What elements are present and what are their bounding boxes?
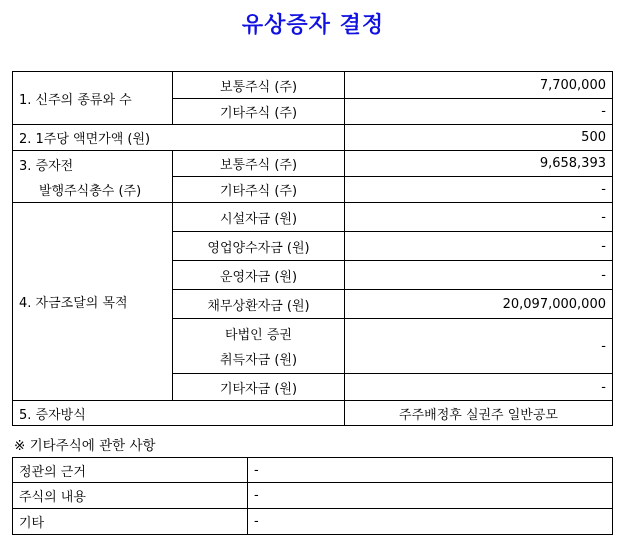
articles-basis-label: 정관의 근거	[13, 458, 248, 483]
before-other-label: 기타주식 (주)	[173, 177, 345, 203]
new-shares-label: 1. 신주의 종류와 수	[13, 72, 173, 125]
purpose-item-label-line2: 취득자금 (원)	[219, 353, 298, 368]
articles-basis-value: -	[248, 458, 613, 483]
purpose-item-label: 운영자금 (원)	[173, 261, 345, 290]
purpose-item-label	[173, 319, 345, 374]
par-value-label: 2. 1주당 액면가액 (원)	[13, 125, 345, 151]
purpose-item-value: -	[345, 232, 613, 261]
new-other-label: 기타주식 (주)	[173, 99, 345, 125]
table-row	[13, 203, 613, 232]
other-shares-note: ※ 기타주식에 관한 사항	[14, 438, 156, 454]
par-value-value: 500	[345, 125, 613, 151]
other-shares-table	[12, 457, 613, 535]
table-row	[13, 401, 613, 426]
before-common-value: 9,658,393	[345, 151, 613, 177]
table-row	[13, 125, 613, 151]
purpose-item-value: -	[345, 203, 613, 232]
purpose-item-label: 영업양수자금 (원)	[173, 232, 345, 261]
new-other-value: -	[345, 99, 613, 125]
share-content-label: 주식의 내용	[13, 483, 248, 509]
purpose-item-label: 시설자금 (원)	[173, 203, 345, 232]
shares-before-label	[13, 151, 173, 203]
table-row	[13, 509, 613, 535]
table-row	[13, 458, 613, 483]
purpose-item-value: -	[345, 374, 613, 401]
shares-before-label-line1: 3. 증자전	[19, 158, 74, 174]
table-row	[13, 151, 613, 177]
purpose-item-value: 20,097,000,000	[345, 290, 613, 319]
purpose-item-label: 채무상환자금 (원)	[173, 290, 345, 319]
rights-issue-table	[12, 71, 613, 426]
method-value: 주주배정후 실권주 일반공모	[345, 401, 613, 426]
purpose-item-value: -	[345, 261, 613, 290]
shares-before-label-line2: 발행주식총수 (주)	[39, 183, 142, 199]
new-common-label: 보통주식 (주)	[173, 72, 345, 99]
purpose-item-value: -	[345, 319, 613, 374]
method-label: 5. 증자방식	[13, 401, 345, 426]
purpose-label: 4. 자금조달의 목적	[13, 203, 173, 401]
purpose-item-label-line1: 타법인 증권	[225, 328, 292, 343]
table-row	[13, 72, 613, 99]
table-row	[13, 483, 613, 509]
other-label: 기타	[13, 509, 248, 535]
purpose-item-label: 기타자금 (원)	[173, 374, 345, 401]
new-common-value: 7,700,000	[345, 72, 613, 99]
before-other-value: -	[345, 177, 613, 203]
page-title: 유상증자 결정	[241, 12, 385, 38]
share-content-value: -	[248, 483, 613, 509]
other-value: -	[248, 509, 613, 535]
before-common-label: 보통주식 (주)	[173, 151, 345, 177]
